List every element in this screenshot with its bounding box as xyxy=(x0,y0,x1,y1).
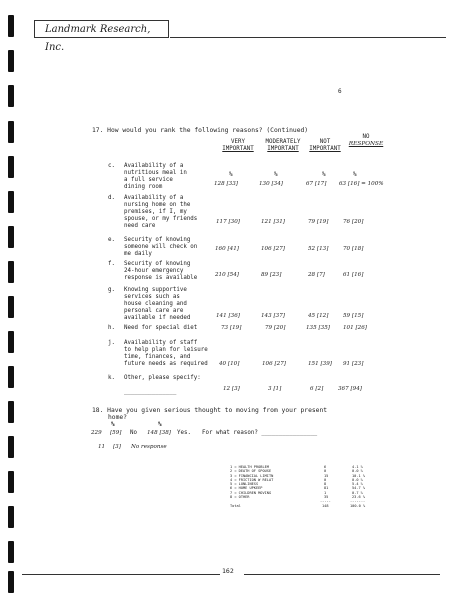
item-text: Availability of a nursing home on the premises, if I, my spouse, or my friends need care xyxy=(124,195,198,229)
response-value: 106 [27] xyxy=(262,361,286,367)
response-value: 89 [23] xyxy=(261,272,282,278)
column-header-line: MODERATELY xyxy=(265,139,301,145)
reason-prompt: For what reason? ________________ xyxy=(202,430,318,436)
item-label: f. xyxy=(108,261,115,267)
column-header-line: NO xyxy=(362,134,370,140)
header-rule xyxy=(170,37,446,38)
question-18-title-cont: home? xyxy=(108,414,127,421)
punch-hole xyxy=(8,226,14,248)
item-label: h. xyxy=(108,325,115,331)
table-separator: ----- ------- xyxy=(320,499,366,504)
punch-hole xyxy=(8,331,14,353)
punch-hole xyxy=(8,156,14,178)
response-value: 61 [16] xyxy=(343,272,364,278)
percent-mark: % xyxy=(111,421,115,428)
column-header-line: IMPORTANT xyxy=(309,146,341,152)
column-header-line: IMPORTANT xyxy=(222,146,254,152)
punch-hole xyxy=(8,471,14,493)
response-value: 59 [15] xyxy=(343,313,364,319)
company-logo: Landmark Research, Inc. xyxy=(34,20,169,38)
response-value: 91 [23] xyxy=(343,361,364,367)
response-value: 210 [54] xyxy=(215,272,239,278)
table-row: 4 = FRICTION W RELAT 0 0.0 % xyxy=(230,477,363,482)
item-label: c. xyxy=(108,163,115,169)
yes-option: Yes. xyxy=(177,430,191,436)
response-value: 79 [20] xyxy=(265,325,286,331)
punch-hole xyxy=(8,50,14,72)
item-text: Other, please specify: _______________ xyxy=(124,375,201,395)
response-value: 67 [17] xyxy=(306,181,327,187)
response-value: 28 [7] xyxy=(308,272,325,278)
punch-hole xyxy=(8,191,14,213)
punch-holes xyxy=(8,0,16,599)
question-17-title: 17. How would you rank the following reasons? (Continued) xyxy=(92,127,309,134)
response-value: 12 [3] xyxy=(223,386,240,392)
table-row: 2 = DEATH OF SPOUSE 0 0.0 % xyxy=(230,469,363,474)
punch-hole xyxy=(8,436,14,458)
page-header xyxy=(22,20,442,53)
punch-hole xyxy=(8,261,14,283)
item-text: Security of knowing 24-hour emergency response is available xyxy=(124,261,198,281)
no-response-percent: [3] xyxy=(113,444,121,450)
percent-mark: % xyxy=(229,171,233,178)
punch-hole xyxy=(8,401,14,423)
no-count: 229 xyxy=(91,430,102,436)
item-label: g. xyxy=(108,287,115,293)
punch-hole xyxy=(8,85,14,107)
table-row: 1 = HEALTH PROBLEM 6 4.1 % xyxy=(230,465,363,469)
percent-mark: % xyxy=(158,421,162,428)
percent-mark: % xyxy=(274,171,278,178)
column-header-line: IMPORTANT xyxy=(267,146,299,152)
percent-mark: % xyxy=(353,171,357,178)
table-row: 7 = CHILDREN MOVING 1 0.7 % xyxy=(230,490,363,495)
no-option: No xyxy=(130,430,137,436)
item-text: Availability of a nutritious meal in a full service dining room xyxy=(124,163,187,190)
item-label: d. xyxy=(108,195,115,201)
response-value: 73 [19] xyxy=(221,325,242,331)
item-text: Security of knowing someone will check on me daily xyxy=(124,237,198,257)
column-header-line: NOT xyxy=(319,139,331,145)
yes-count: 148 [38] xyxy=(147,430,171,436)
column-header-moderately-important xyxy=(257,139,309,153)
table-row: 3 = FINANCIAL LIMITN 15 10.1 % xyxy=(230,473,365,478)
item-text: Availability of staff to help plan for leisure time, finances, and future needs as required xyxy=(124,340,208,367)
column-header-very-important xyxy=(215,139,261,153)
response-value: 45 [12] xyxy=(308,313,329,319)
punch-hole xyxy=(8,541,14,563)
item-text: Need for special diet xyxy=(124,325,198,331)
reason-table xyxy=(230,465,380,508)
column-header-not-important xyxy=(305,139,345,153)
response-value: 63 [16] = 100% xyxy=(339,181,384,187)
response-value: 40 [10] xyxy=(219,361,240,367)
response-value: 76 [20] xyxy=(343,219,364,225)
column-header-no-response xyxy=(344,134,388,148)
response-value: 106 [27] xyxy=(261,246,285,252)
punch-hole xyxy=(8,121,14,143)
no-percent: [59] xyxy=(110,430,122,436)
item-label: k. xyxy=(108,375,115,381)
response-value: 101 [26] xyxy=(343,325,367,331)
punch-hole xyxy=(8,506,14,528)
footer-rule xyxy=(22,574,220,575)
response-value: 135 [35] xyxy=(306,325,330,331)
response-value: 52 [13] xyxy=(308,246,329,252)
punch-hole xyxy=(8,296,14,318)
response-value: 160 [41] xyxy=(215,246,239,252)
no-response-count: 11 xyxy=(98,444,106,450)
punch-hole xyxy=(8,366,14,388)
column-header-line: VERY xyxy=(231,139,245,145)
response-value: 121 [31] xyxy=(261,219,285,225)
response-value: 151 [39] xyxy=(308,361,332,367)
page-number: 6 xyxy=(338,88,342,95)
response-value: 117 [30] xyxy=(216,219,240,225)
response-value: 6 [2] xyxy=(310,386,324,392)
table-row: 8 = OTHER 35 23.6 % xyxy=(230,495,365,500)
response-value: 130 [34] xyxy=(259,181,283,187)
column-header-line: RESPONSE xyxy=(348,141,384,147)
response-value: 79 [19] xyxy=(308,219,329,225)
punch-hole xyxy=(8,571,14,593)
table-row: 5 = LONLINESS 8 5.4 % xyxy=(230,482,363,487)
response-value: 143 [37] xyxy=(261,313,285,319)
response-value: 70 [18] xyxy=(343,246,364,252)
item-label: j. xyxy=(108,340,115,346)
footer-page-number: 162 xyxy=(222,567,234,575)
question-18-title: 18. Have you given serious thought to moving from your present xyxy=(92,407,328,414)
footer-rule xyxy=(244,574,440,575)
item-label: e. xyxy=(108,237,115,243)
response-value: 3 [1] xyxy=(268,386,282,392)
table-row: 6 = HOME UPKEEP 81 54.7 % xyxy=(230,486,365,491)
response-value: 367 [94] xyxy=(338,386,362,392)
punch-hole xyxy=(8,15,14,37)
no-response-label: No response xyxy=(131,444,167,450)
table-total-row: Total 148 100.0 % xyxy=(230,503,366,508)
response-value: 128 [33] xyxy=(214,181,238,187)
item-text: Knowing supportive services such as house cleaning and personal care are available if needed xyxy=(124,287,191,321)
percent-mark: % xyxy=(322,171,326,178)
response-value: 141 [36] xyxy=(216,313,240,319)
